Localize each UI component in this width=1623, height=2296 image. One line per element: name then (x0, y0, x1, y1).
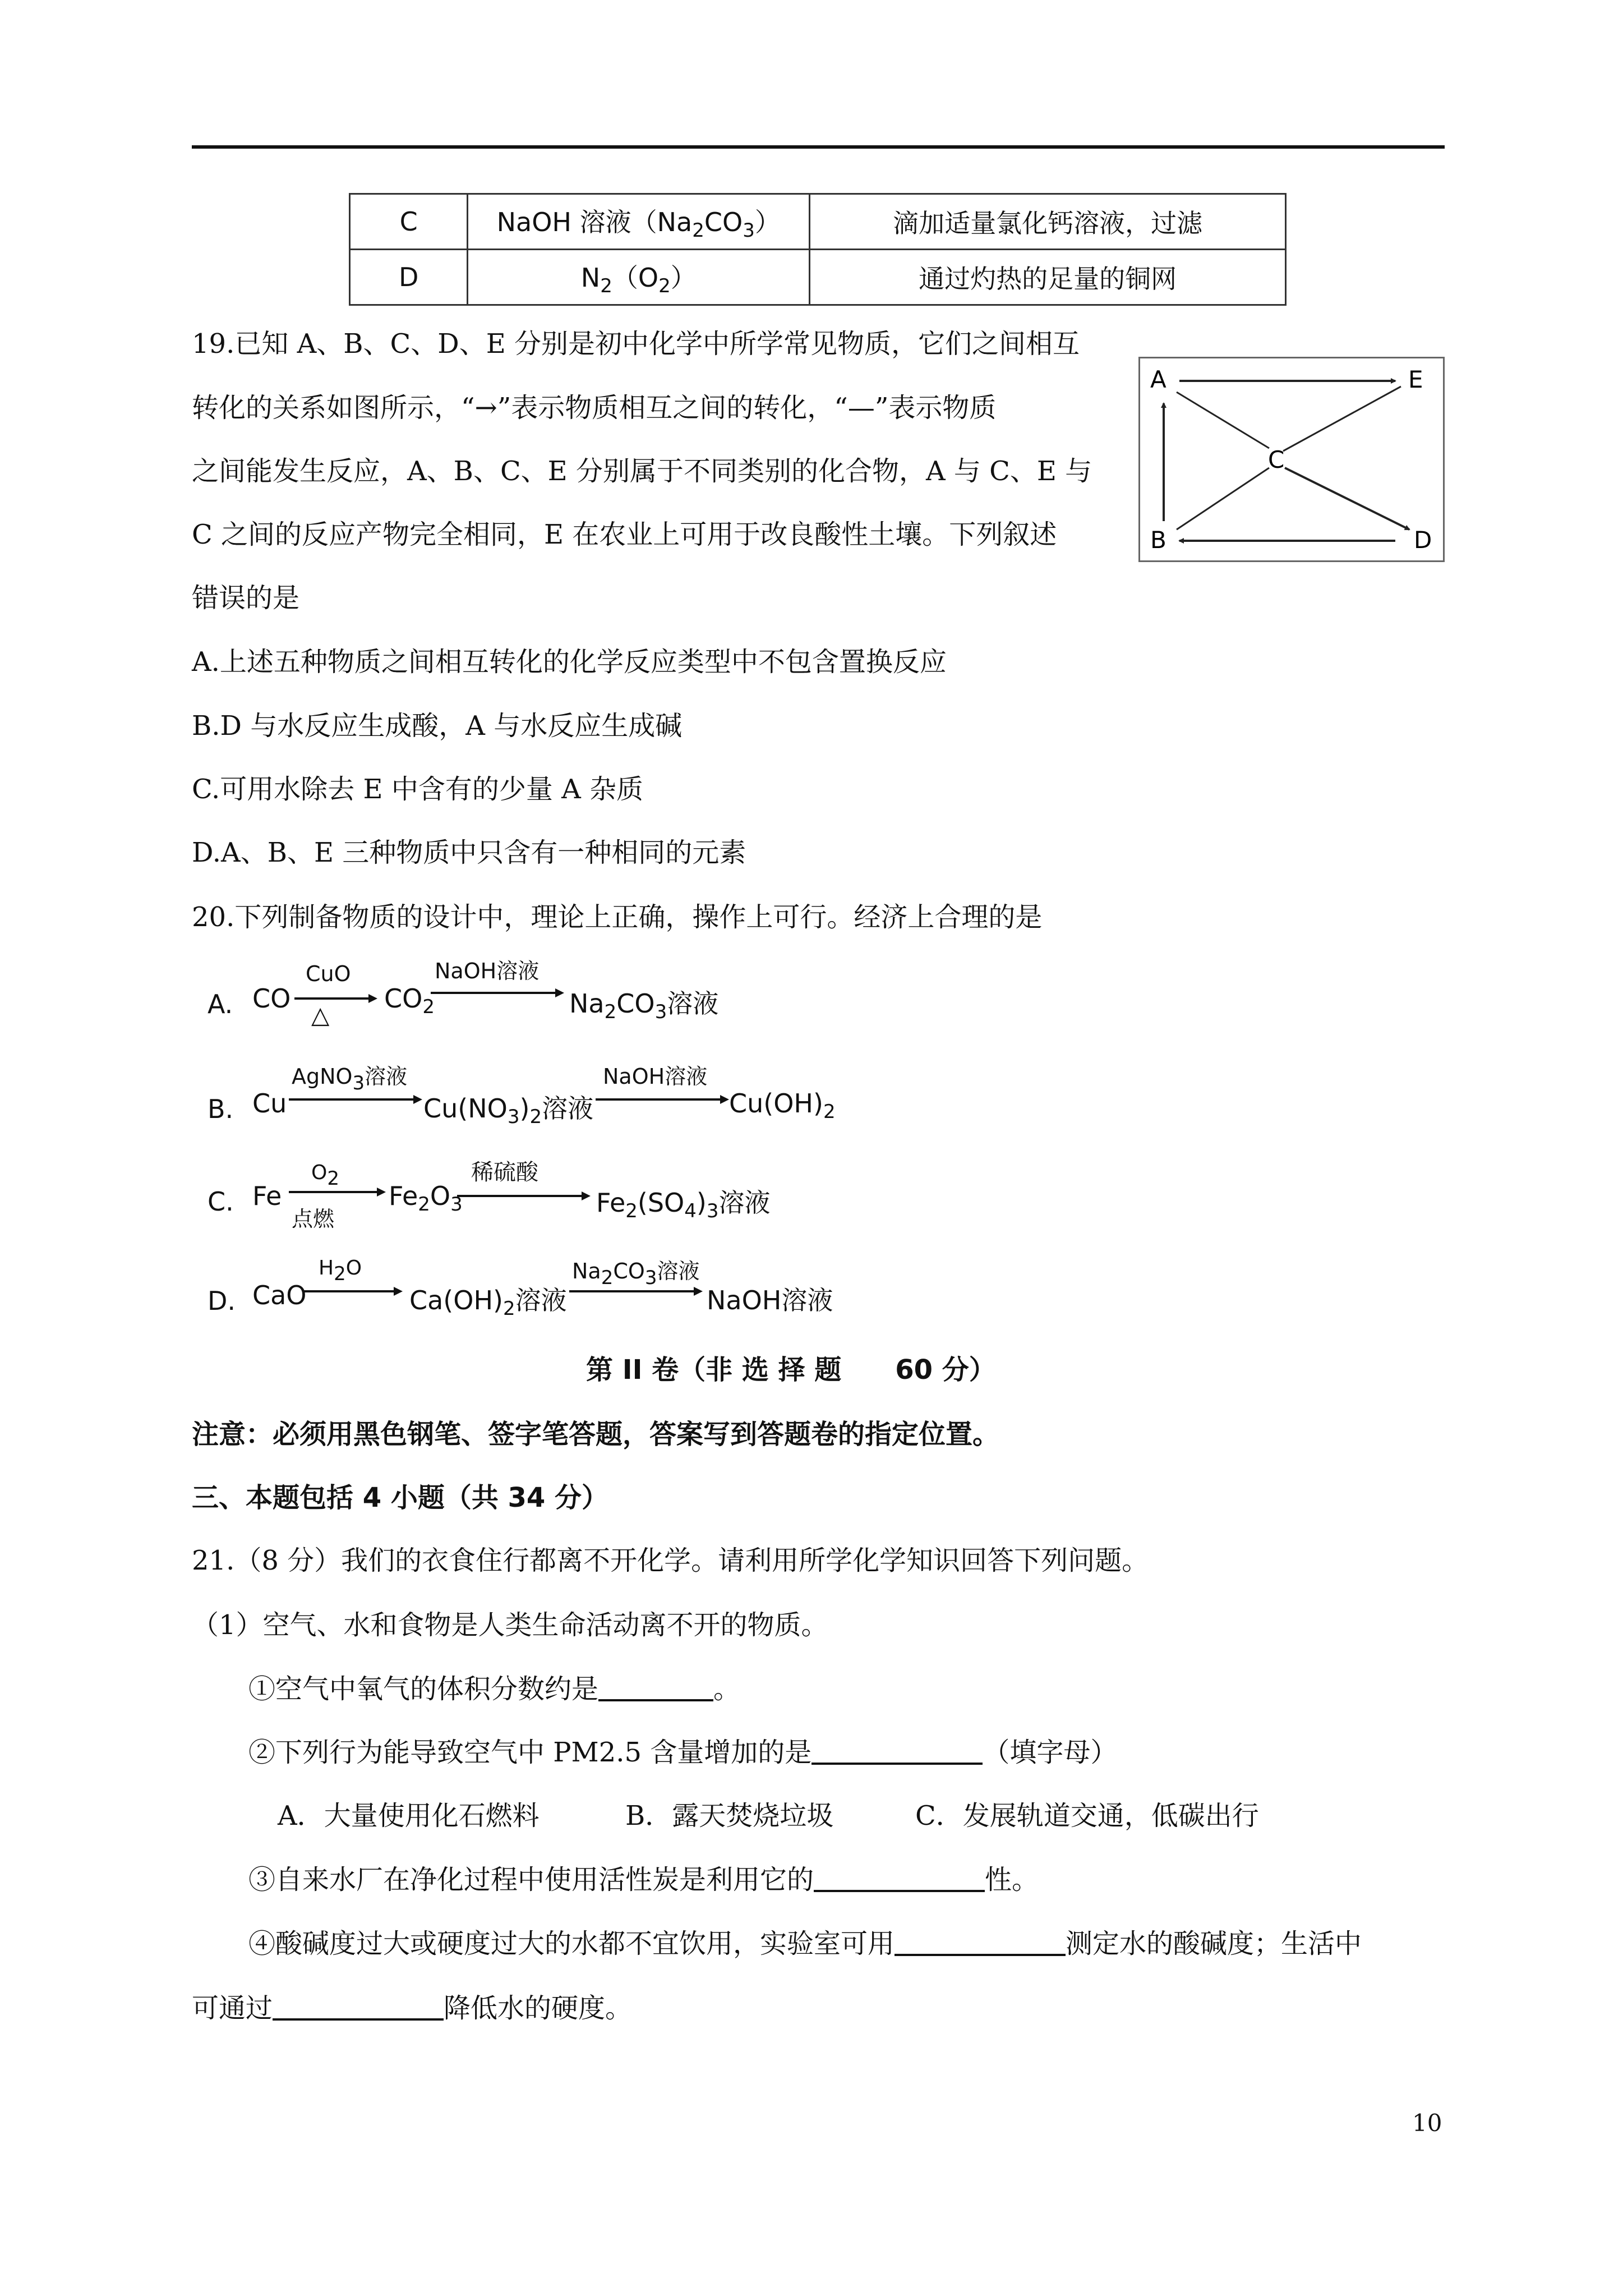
q20-a-cond2: NaOH溶液 (435, 959, 540, 983)
page-number: 10 (1412, 2109, 1442, 2137)
node-a: A (1150, 366, 1166, 393)
answer-blank[interactable] (895, 1929, 1066, 1956)
part-title: 三、本题包括 4 小题（共 34 分） (192, 1482, 609, 1513)
q21-stem: 21.（8 分）我们的衣食住行都离不开化学。请利用所学化学知识回答下列问题。 (192, 1545, 1149, 1576)
q20-a-product1: $CO_2$ (384, 983, 435, 1018)
row-label: D (350, 250, 468, 305)
node-c: C (1268, 446, 1285, 473)
q19-line-5: 错误的是 (192, 582, 300, 614)
q21-item4: ④酸碱度过大或硬度过大的水都不宜饮用，实验室可用 测定水的酸碱度；生活中 (248, 1928, 1362, 1959)
q21-item2: ②下列行为能导致空气中 PM2.5 含量增加的是 （填字母） (248, 1737, 1118, 1768)
diagram-arrows (1140, 358, 1443, 560)
q20-c-cond2: 稀硫酸 (471, 1159, 538, 1185)
q20-b-arrow2 (596, 1094, 730, 1105)
substance-cell: NaOH 溶液$(Na_2CO_3)$ (468, 194, 810, 250)
option-label: C. (208, 1186, 234, 1217)
node-e: E (1408, 366, 1423, 393)
q20-c-reactant: Fe (252, 1181, 282, 1211)
q21-sub1: （1）空气、水和食物是人类生命活动离不开的物质。 (192, 1609, 828, 1641)
q21-item2-option-b: B．露天焚烧垃圾 (625, 1800, 834, 1832)
q20-option-b (208, 1094, 233, 1124)
substance-cell: $N_2(O_2)$ (468, 250, 810, 305)
q20-d-arrow1 (303, 1286, 404, 1297)
q20-d-product1: $Ca(OH)_2$溶液 (409, 1285, 567, 1320)
q20-c-product1: $Fe_2O_3$ (389, 1181, 463, 1216)
q20-a-cond1: CuO (306, 961, 351, 986)
q19-line-1: 19.已知 A、B、C、D、E 分别是初中化学中所学常见物质，它们之间相互 (192, 328, 1080, 360)
q20-a-reactant: CO (252, 983, 291, 1014)
table-row (350, 194, 1286, 250)
q19-line-3: 之间能发生反应，A、B、C、E 分别属于不同类别的化合物，A 与 C、E 与 (192, 455, 1092, 487)
q20-option-d (208, 1286, 236, 1316)
q20-a-arrow1 (294, 993, 379, 1004)
q20-stem: 20.下列制备物质的设计中，理论上正确，操作上可行。经济上合理的是 (192, 901, 1043, 933)
q20-b-product1: $Cu(NO_3)_2$溶液 (423, 1093, 594, 1128)
q20-b-reactant: Cu (252, 1088, 287, 1119)
q21-item2-option-c: C．发展轨道交通，低碳出行 (915, 1800, 1259, 1832)
q21-item1: ①空气中氧气的体积分数约是 。 (248, 1673, 741, 1705)
answer-blank[interactable] (273, 1994, 444, 2021)
q20-c-cond1: O2 (311, 1161, 339, 1190)
method-cell: 通过灼热的足量的铜网 (810, 250, 1286, 305)
q20-c-product2: $Fe_2(SO_4)_3$溶液 (596, 1188, 771, 1222)
q19-option-b: B.D 与水反应生成酸，A 与水反应生成碱 (192, 710, 683, 742)
q20-a-arrow2 (431, 987, 565, 999)
node-b: B (1150, 526, 1166, 554)
node-d: D (1414, 526, 1432, 554)
q20-option-c (208, 1186, 234, 1217)
q20-option-a (208, 989, 233, 1019)
table-row (350, 250, 1286, 305)
q20-c-arrow1 (289, 1186, 387, 1198)
answer-blank[interactable] (811, 1738, 983, 1765)
option-label: D. (208, 1286, 236, 1316)
q20-b-cond2: NaOH溶液 (603, 1064, 708, 1089)
option-label: B. (208, 1094, 234, 1124)
q20-d-cond1: H2O (319, 1257, 362, 1285)
q20-b-product2: $Cu(OH)_2$ (729, 1088, 836, 1123)
notice: 注意：必须用黑色钢笔、签字笔答题，答案写到答题卷的指定位置。 (192, 1419, 1000, 1450)
q20-b-cond1: AgNO3溶液 (292, 1064, 408, 1094)
conversion-diagram (1138, 357, 1445, 562)
row-label: C (350, 194, 468, 250)
q19-line-4: C 之间的反应产物完全相同，E 在农业上可用于改良酸性土壤。下列叙述 (192, 519, 1057, 550)
section-title: 第 II 卷（非 选 择 题 60 分） (586, 1354, 996, 1386)
q20-d-arrow2 (569, 1286, 704, 1297)
header-rule (192, 145, 1445, 149)
q19-line-2: 转化的关系如图所示，“→”表示物质相互之间的转化，“—”表示物质 (192, 392, 997, 424)
q21-item3: ③自来水厂在净化过程中使用活性炭是利用它的 性。 (248, 1864, 1039, 1895)
q20-d-reactant: CaO (252, 1280, 307, 1310)
option-label: A. (208, 989, 233, 1019)
q19-option-a: A.上述五种物质之间相互转化的化学反应类型中不包含置换反应 (192, 646, 947, 678)
q19-option-c: C.可用水除去 E 中含有的少量 A 杂质 (192, 774, 644, 805)
q21-item2-option-a: A．大量使用化石燃料 (278, 1800, 540, 1832)
q21-item4-line2: 可通过 降低水的硬度。 (192, 1993, 633, 2024)
q20-c-cond1-below: 点燃 (292, 1207, 335, 1231)
q20-a-product2: $Na_2CO_3$溶液 (569, 988, 719, 1023)
q20-c-arrow2 (457, 1190, 592, 1202)
separation-table (349, 193, 1287, 306)
answer-blank[interactable] (814, 1865, 985, 1892)
q20-d-product2: NaOH溶液 (707, 1285, 833, 1315)
method-cell: 滴加适量氯化钙溶液，过滤 (810, 194, 1286, 250)
q19-option-d: D.A、B、E 三种物质中只含有一种相同的元素 (192, 837, 746, 868)
answer-blank[interactable] (598, 1674, 713, 1701)
q20-d-cond2: Na2CO3溶液 (572, 1259, 700, 1289)
q20-a-heat: △ (311, 1001, 330, 1029)
q20-b-arrow1 (289, 1094, 423, 1105)
